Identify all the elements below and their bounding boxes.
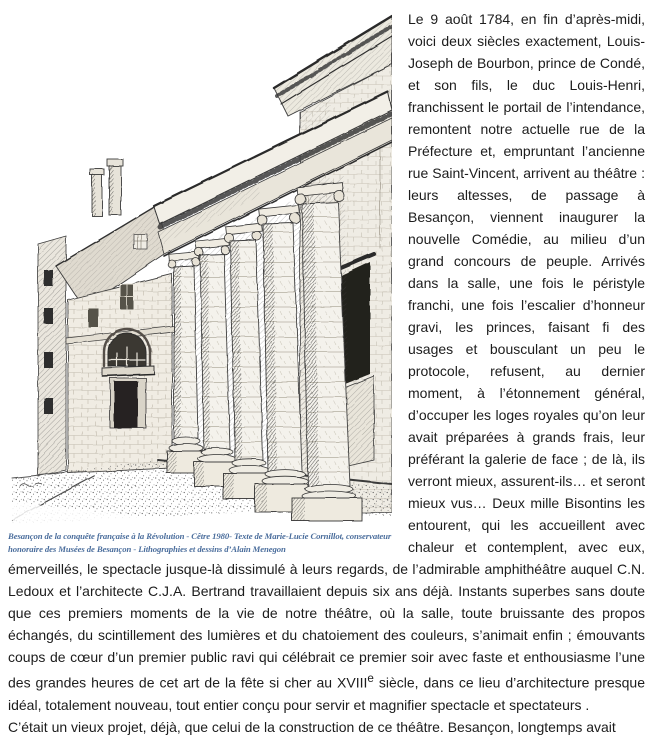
article-superscript: e (367, 672, 374, 685)
theatre-lithograph (8, 8, 392, 524)
article-part2: siècle, dans ce lieu d’architecture presque idéal, totalement nouveau, tout entier conçu pour servir et magnifier spectacle et spectateurs . (8, 674, 645, 713)
figure-caption: Besançon de la conquête française à la Révolution - Cêtre 1980- Texte de Marie-Lucie Cornillot, conservateur honoraire des Musées de Besançon - Lithographies et dessins d’Alain Menegon (8, 531, 392, 554)
article-part3: C’était un vieux projet, déjà, que celui de la construction de ce théâtre. Besançon, longtemps avait (8, 718, 616, 735)
article-part1: Le 9 août 1784, en fin d’après-midi, voici deux siècles exactement, Louis-Joseph de Bourbon, prince de Condé, et son fils, le duc Louis-Henri, franchissent le portail de l’intendance, remontent notre actuelle rue de la Préfecture et, empruntant l’ancienne rue Saint-Vincent, arrivent au théâtre : leurs altesses, de passage à Besançon, viennent inaugurer la nouvelle Comédie, au milieu d’un grand concours de peuple. Arrivés dans la salle, une fois le péristyle franchi, une fois l’escalier d’honneur gravi, les princes, faisant fi des usages et bousculant un peu le protocole, refusent, au dernier moment, à l’étonnement général, d’occuper les loges royales qu’on leur avait préparées à grands frais, leur préférant la galerie de face ; de là, ils verront mieux, assurent-ils… et seront mieux vus… Deux mille Bisontins les entourent, qui les accueillent avec chaleur et contemplent, avec eux, émerveillés, le spectacle jusque-là dissimulé à leurs regards, de l’admirable amphithéâtre auquel C.N. Ledoux et l’architecte C.J.A. Bertrand travaillaient depuis six ans déjà. Instants superbes sans doute que ces premiers moments de la vie de notre théâtre, où la salle, toute bruissante des propos échangés, du scintillement des lumières et du chatoiement des couleurs, s’animait enfin ; émouvants coups de cœur d’un premier public ravi qui célébrait ce premier soir avec faste et enthousiasme l’une des grandes heures de cet art de la fête si cher au XVIII (8, 11, 645, 691)
lithograph-figure (8, 8, 392, 556)
